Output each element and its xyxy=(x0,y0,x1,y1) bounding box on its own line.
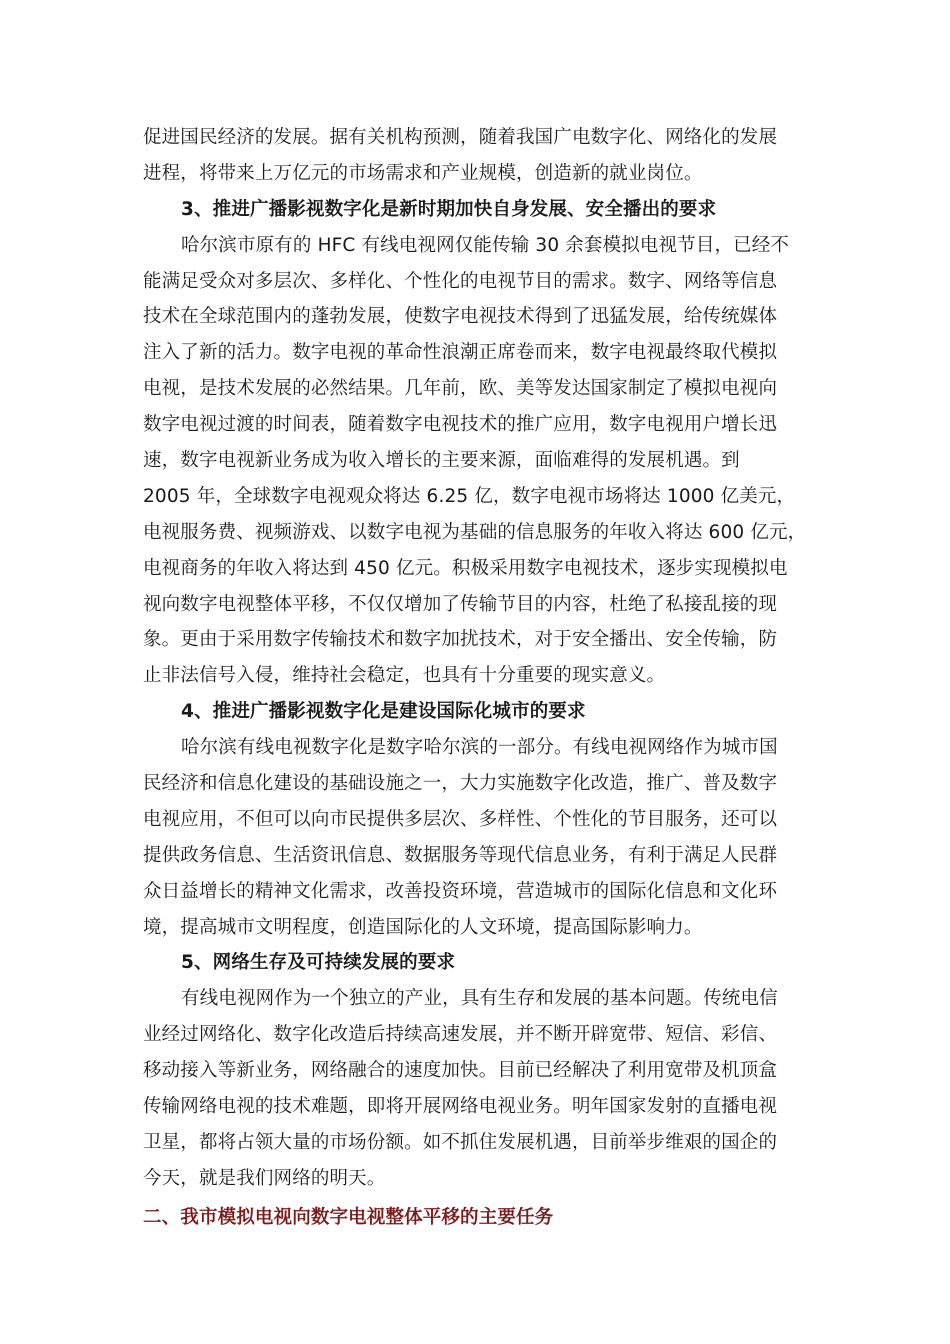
paragraph-line: 技术在全球范围内的蓬勃发展，使数字电视技术得到了迅猛发展，给传统媒体 xyxy=(143,306,778,328)
paragraph-line: 进程，将带来上万亿元的市场需求和产业规模，创造新的就业岗位。 xyxy=(143,162,703,184)
paragraph-line: 数字电视过渡的时间表，随着数字电视技术的推广应用，数字电视用户增长迅 xyxy=(143,414,778,436)
paragraph-first-line: 哈尔滨有线电视数字化是数字哈尔滨的一部分。有线电视网络作为城市国 xyxy=(181,737,778,759)
paragraph-line: 卫星，都将占领大量的市场份额。如不抓住发展机遇，目前举步维艰的国企的 xyxy=(143,1131,778,1153)
paragraph-line: 电视应用，不但可以向市民提供多层次、多样性、个性化的节目服务，还可以 xyxy=(143,808,778,830)
paragraph-line: 提供政务信息、生活资讯信息、数据服务等现代信息业务，有利于满足人民群 xyxy=(143,844,778,866)
document-page xyxy=(143,120,811,1236)
paragraph-line: 电视，是技术发展的必然结果。几年前，欧、美等发达国家制定了模拟电视向 xyxy=(143,378,778,400)
paragraph-line: 传输网络电视的技术难题，即将开展网络电视业务。明年国家发射的直播电视 xyxy=(143,1096,778,1118)
paragraph-line: 业经过网络化、数字化改造后持续高速发展，并不断开辟宽带、短信、彩信、 xyxy=(143,1024,778,1046)
paragraph-first-line: 哈尔滨市原有的 HFC 有线电视网仅能传输 30 余套模拟电视节目，已经不 xyxy=(181,234,790,256)
paragraph-first-line: 有线电视网作为一个独立的产业，具有生存和发展的基本问题。传统电信 xyxy=(181,988,778,1010)
paragraph-line: 止非法信号入侵，维持社会稳定，也具有十分重要的现实意义。 xyxy=(143,665,666,687)
paragraph-line: 电视服务费、视频游戏、以数字电视为基础的信息服务的年收入将达 600 亿元， xyxy=(143,521,807,543)
paragraph-line: 能满足受众对多层次、多样化、个性化的电视节目的需求。数字、网络等信息 xyxy=(143,270,778,292)
paragraph-line: 2005 年，全球数字电视观众将达 6.25 亿，数字电视市场将达 1000 亿美元， xyxy=(143,485,796,507)
paragraph-line: 象。更由于采用数字传输技术和数字加扰技术，对于安全播出、安全传输，防 xyxy=(143,629,778,651)
paragraph-line: 注入了新的活力。数字电视的革命性浪潮正席卷而来，数字电视最终取代模拟 xyxy=(143,342,778,364)
paragraph-line: 视向数字电视整体平移，不仅仅增加了传输节目的内容，杜绝了私接乱接的现 xyxy=(143,593,778,615)
section-heading: 二、我市模拟电视向数字电视整体平移的主要任务 xyxy=(143,1206,554,1228)
paragraph-line: 民经济和信息化建设的基础设施之一，大力实施数字化改造，推广、普及数字 xyxy=(143,773,778,795)
paragraph-line: 促进国民经济的发展。据有关机构预测，随着我国广电数字化、网络化的发展 xyxy=(143,127,778,148)
paragraph-line: 众日益增长的精神文化需求，改善投资环境，营造城市的国际化信息和文化环 xyxy=(143,880,778,902)
paragraph-line: 电视商务的年收入将达到 450 亿元。积极采用数字电视技术，逐步实现模拟电 xyxy=(143,557,788,579)
paragraph-line: 今天，就是我们网络的明天。 xyxy=(143,1167,386,1189)
subsection-heading: 5、网络生存及可持续发展的要求 xyxy=(181,952,456,974)
paragraph-line: 移动接入等新业务，网络融合的速度加快。目前已经解决了利用宽带及机顶盒 xyxy=(143,1060,778,1082)
paragraph-line: 速，数字电视新业务成为收入增长的主要来源，面临难得的发展机遇。到 xyxy=(143,450,740,472)
subsection-heading: 3、推进广播影视数字化是新时期加快自身发展、安全播出的要求 xyxy=(181,198,717,220)
subsection-heading: 4、推进广播影视数字化是建设国际化城市的要求 xyxy=(181,701,586,723)
paragraph-line: 境，提高城市文明程度，创造国际化的人文环境，提高国际影响力。 xyxy=(143,916,703,938)
